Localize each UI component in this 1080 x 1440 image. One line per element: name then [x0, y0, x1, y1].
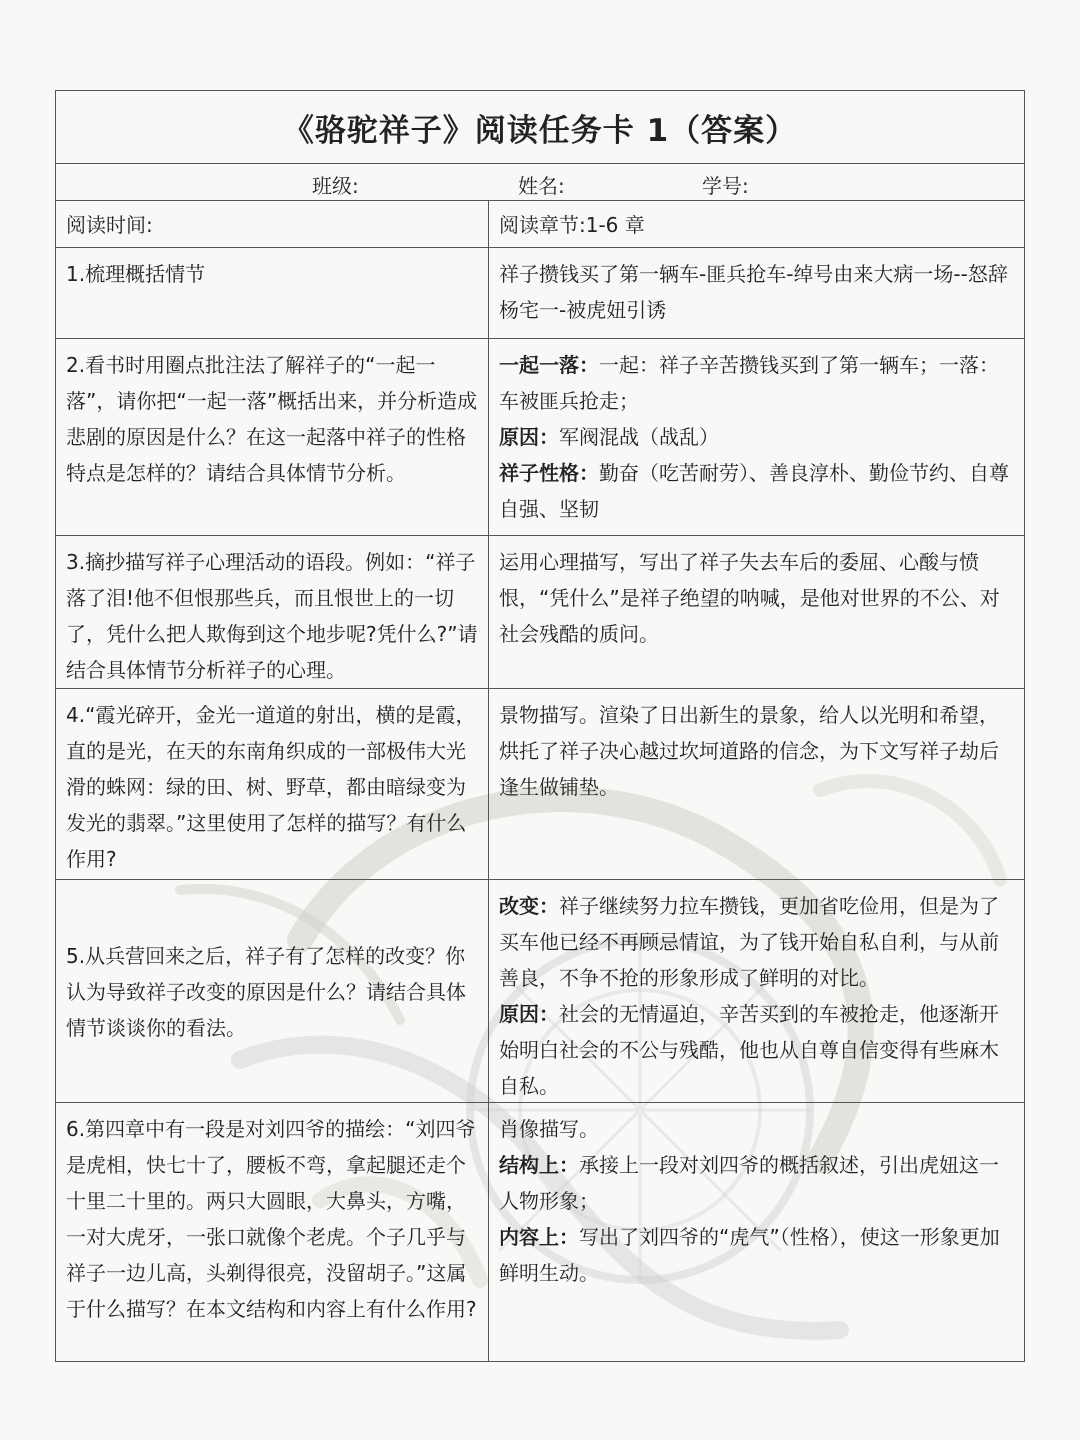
answer-6-intro: 肖像描写。	[499, 1117, 599, 1141]
answer-5-label-2: 原因：	[499, 1002, 559, 1026]
answer-5-text-2: 社会的无情逼迫，辛苦买到的车被抢走，他逐渐开始明白社会的不公与残酷，他也从自尊自信变得有些麻木自私。	[499, 1002, 999, 1098]
table-row	[56, 248, 1024, 339]
table-row	[56, 536, 1024, 689]
question-5	[56, 880, 489, 1102]
answer-2-text-1: 一起：祥子辛苦攒钱买到了第一辆车；一落：车被匪兵抢走；	[499, 353, 999, 413]
answer-6-text-2: 写出了刘四爷的“虎气”（性格），使这一形象更加鲜明生动。	[499, 1225, 1000, 1285]
student-id-label: 学号:	[702, 174, 749, 198]
question-1: 1.梳理概括情节	[56, 248, 489, 338]
question-5-text: 5.从兵营回来之后，祥子有了怎样的改变？你认为导致祥子改变的原因是什么？请结合具体情节谈谈你的看法。	[66, 944, 466, 1040]
question-2: 2.看书时用圈点批注法了解祥子的“一起一落”，请你把“一起一落”概括出来，并分析造成悲剧的原因是什么？在这一起落中祥子的性格特点是怎样的？请结合具体情节分析。	[56, 339, 489, 535]
table-row	[56, 689, 1024, 880]
class-label: 班级:	[312, 174, 359, 198]
meta-row	[56, 201, 1024, 248]
reading-time-label: 阅读时间:	[56, 201, 489, 247]
answer-6	[489, 1103, 1024, 1361]
answer-1: 祥子攒钱买了第一辆车-匪兵抢车-绰号由来大病一场--怒辞杨宅一-被虎妞引诱	[499, 262, 1008, 322]
question-4: 4.“霞光碎开，金光一道道的射出，横的是霞，直的是光，在天的东南角织成的一部极伟大光滑的蛛网：绿的田、树、野草，都由暗绿变为发光的翡翠。”这里使用了怎样的描写？有什么作用?	[56, 689, 489, 879]
answer-6-label-2: 内容上：	[499, 1225, 579, 1249]
answer-2-label-3: 祥子性格：	[499, 461, 599, 485]
card-title: 《骆驼祥子》阅读任务卡 1（答案）	[56, 91, 1024, 164]
table-row	[56, 1103, 1024, 1361]
answer-2	[489, 339, 1024, 535]
student-info-row	[56, 164, 1024, 201]
question-3: 3.摘抄描写祥子心理活动的语段。例如：“祥子落了泪!他不但恨那些兵，而且恨世上的一切了，凭什么把人欺侮到这个地步呢?凭什么?”请结合具体情节分析祥子的心理。	[56, 536, 489, 688]
name-label: 姓名:	[518, 174, 565, 198]
answer-3: 运用心理描写，写出了祥子失去车后的委屈、心酸与愤恨，“凭什么”是祥子绝望的呐喊，是他对世界的不公、对社会残酷的质问。	[499, 550, 1000, 646]
table-row	[56, 339, 1024, 536]
reading-chapter-label: 阅读章节:1-6 章	[499, 213, 645, 237]
answer-5	[489, 880, 1024, 1102]
answer-2-text-2: 军阀混战（战乱）	[559, 425, 719, 449]
answer-2-text-3: 勤奋（吃苦耐劳）、善良淳朴、勤俭节约、自尊自强、坚韧	[499, 461, 1009, 521]
answer-5-text-1: 祥子继续努力拉车攒钱，更加省吃俭用，但是为了买车他已经不再顾忌情谊，为了钱开始自私自利，与从前善良，不争不抢的形象形成了鲜明的对比。	[499, 894, 999, 990]
reading-task-card	[55, 90, 1025, 1362]
answer-2-label-2: 原因：	[499, 425, 559, 449]
question-6: 6.第四章中有一段是对刘四爷的描绘：“刘四爷是虎相，快七十了，腰板不弯，拿起腿还走个十里二十里的。两只大圆眼，大鼻头，方嘴，一对大虎牙，一张口就像个老虎。个子几乎与祥子一边儿高，头剃得很亮，没留胡子。”这属于什么描写？在本文结构和内容上有什么作用?	[56, 1103, 489, 1361]
table-row	[56, 880, 1024, 1103]
answer-5-label-1: 改变：	[499, 894, 559, 918]
answer-6-label-1: 结构上：	[499, 1153, 579, 1177]
answer-4: 景物描写。渲染了日出新生的景象，给人以光明和希望，烘托了祥子决心越过坎坷道路的信念，为下文写祥子劫后逢生做铺垫。	[499, 703, 999, 799]
answer-2-label-1: 一起一落：	[499, 353, 599, 377]
answer-6-text-1: 承接上一段对刘四爷的概括叙述，引出虎妞这一人物形象；	[499, 1153, 999, 1213]
